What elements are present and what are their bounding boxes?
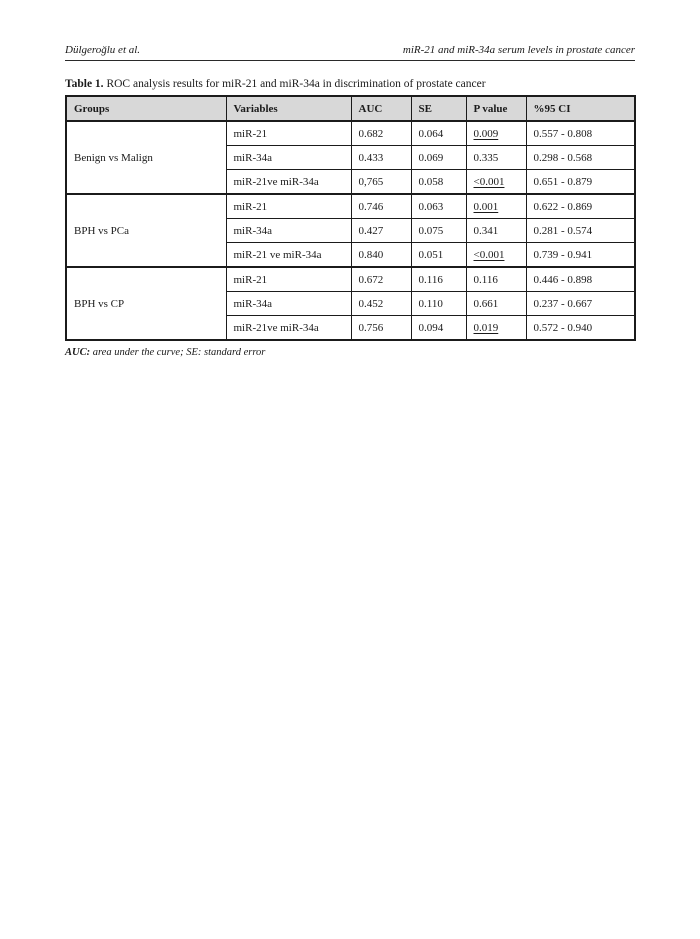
auc-cell: 0.746 <box>351 194 411 219</box>
group-benign-vs-malign <box>66 121 635 194</box>
variable-cell: miR-21 ve miR-34a <box>226 243 351 268</box>
auc-cell: 0,765 <box>351 170 411 195</box>
se-cell: 0.075 <box>411 219 466 243</box>
table-row <box>66 121 635 146</box>
column-header-auc: AUC <box>351 96 411 121</box>
table-row <box>66 194 635 219</box>
pvalue-cell: 0.341 <box>466 219 526 243</box>
pvalue-cell: 0.009 <box>466 121 526 146</box>
running-header-article-title: miR-21 and miR-34a serum levels in prostate cancer <box>402 44 635 56</box>
ci-cell: 0.281 - 0.574 <box>526 219 635 243</box>
variable-cell: miR-34a <box>226 146 351 170</box>
footnote-abbreviation: AUC: <box>65 347 91 358</box>
group-bph-vs-pca <box>66 194 635 267</box>
table-caption-label: Table 1. <box>65 78 104 90</box>
se-cell: 0.110 <box>411 292 466 316</box>
pvalue-cell: 0.335 <box>466 146 526 170</box>
ci-cell: 0.298 - 0.568 <box>526 146 635 170</box>
se-cell: 0.058 <box>411 170 466 195</box>
column-header-ci: %95 CI <box>526 96 635 121</box>
column-header-se: SE <box>411 96 466 121</box>
table-row <box>66 267 635 292</box>
ci-cell: 0.622 - 0.869 <box>526 194 635 219</box>
table-caption-text: ROC analysis results for miR-21 and miR-34a in discrimination of prostate cancer <box>103 78 486 90</box>
variable-cell: miR-21 <box>226 121 351 146</box>
running-header <box>65 44 635 61</box>
roc-analysis-table <box>65 95 636 341</box>
ci-cell: 0.446 - 0.898 <box>526 267 635 292</box>
auc-cell: 0.756 <box>351 316 411 341</box>
auc-cell: 0.427 <box>351 219 411 243</box>
variable-cell: miR-21ve miR-34a <box>226 170 351 195</box>
pvalue-cell: <0.001 <box>466 243 526 268</box>
se-cell: 0.063 <box>411 194 466 219</box>
group-label-cell: Benign vs Malign <box>66 121 226 194</box>
variable-cell: miR-34a <box>226 219 351 243</box>
running-header-authors: Dülgeroğlu et al. <box>65 44 141 56</box>
table-caption <box>65 78 635 90</box>
auc-cell: 0.452 <box>351 292 411 316</box>
variable-cell: miR-21ve miR-34a <box>226 316 351 341</box>
page-content <box>0 0 700 358</box>
auc-cell: 0.840 <box>351 243 411 268</box>
ci-cell: 0.651 - 0.879 <box>526 170 635 195</box>
group-bph-vs-cp <box>66 267 635 340</box>
column-header-variables: Variables <box>226 96 351 121</box>
se-cell: 0.094 <box>411 316 466 341</box>
pvalue-cell: 0.019 <box>466 316 526 341</box>
se-cell: 0.051 <box>411 243 466 268</box>
variable-cell: miR-21 <box>226 267 351 292</box>
group-label-cell: BPH vs PCa <box>66 194 226 267</box>
ci-cell: 0.572 - 0.940 <box>526 316 635 341</box>
pvalue-cell: 0.116 <box>466 267 526 292</box>
ci-cell: 0.557 - 0.808 <box>526 121 635 146</box>
table-header <box>66 96 635 121</box>
footnote-text: area under the curve; SE: standard error <box>90 347 266 358</box>
pvalue-cell: 0.661 <box>466 292 526 316</box>
group-label-cell: BPH vs CP <box>66 267 226 340</box>
se-cell: 0.069 <box>411 146 466 170</box>
ci-cell: 0.237 - 0.667 <box>526 292 635 316</box>
ci-cell: 0.739 - 0.941 <box>526 243 635 268</box>
table-header-row <box>66 96 635 121</box>
auc-cell: 0.672 <box>351 267 411 292</box>
column-header-pvalue: P value <box>466 96 526 121</box>
se-cell: 0.064 <box>411 121 466 146</box>
se-cell: 0.116 <box>411 267 466 292</box>
variable-cell: miR-34a <box>226 292 351 316</box>
auc-cell: 0.682 <box>351 121 411 146</box>
table-footnote <box>65 347 635 358</box>
variable-cell: miR-21 <box>226 194 351 219</box>
column-header-groups: Groups <box>66 96 226 121</box>
auc-cell: 0.433 <box>351 146 411 170</box>
pvalue-cell: 0.001 <box>466 194 526 219</box>
pvalue-cell: <0.001 <box>466 170 526 195</box>
